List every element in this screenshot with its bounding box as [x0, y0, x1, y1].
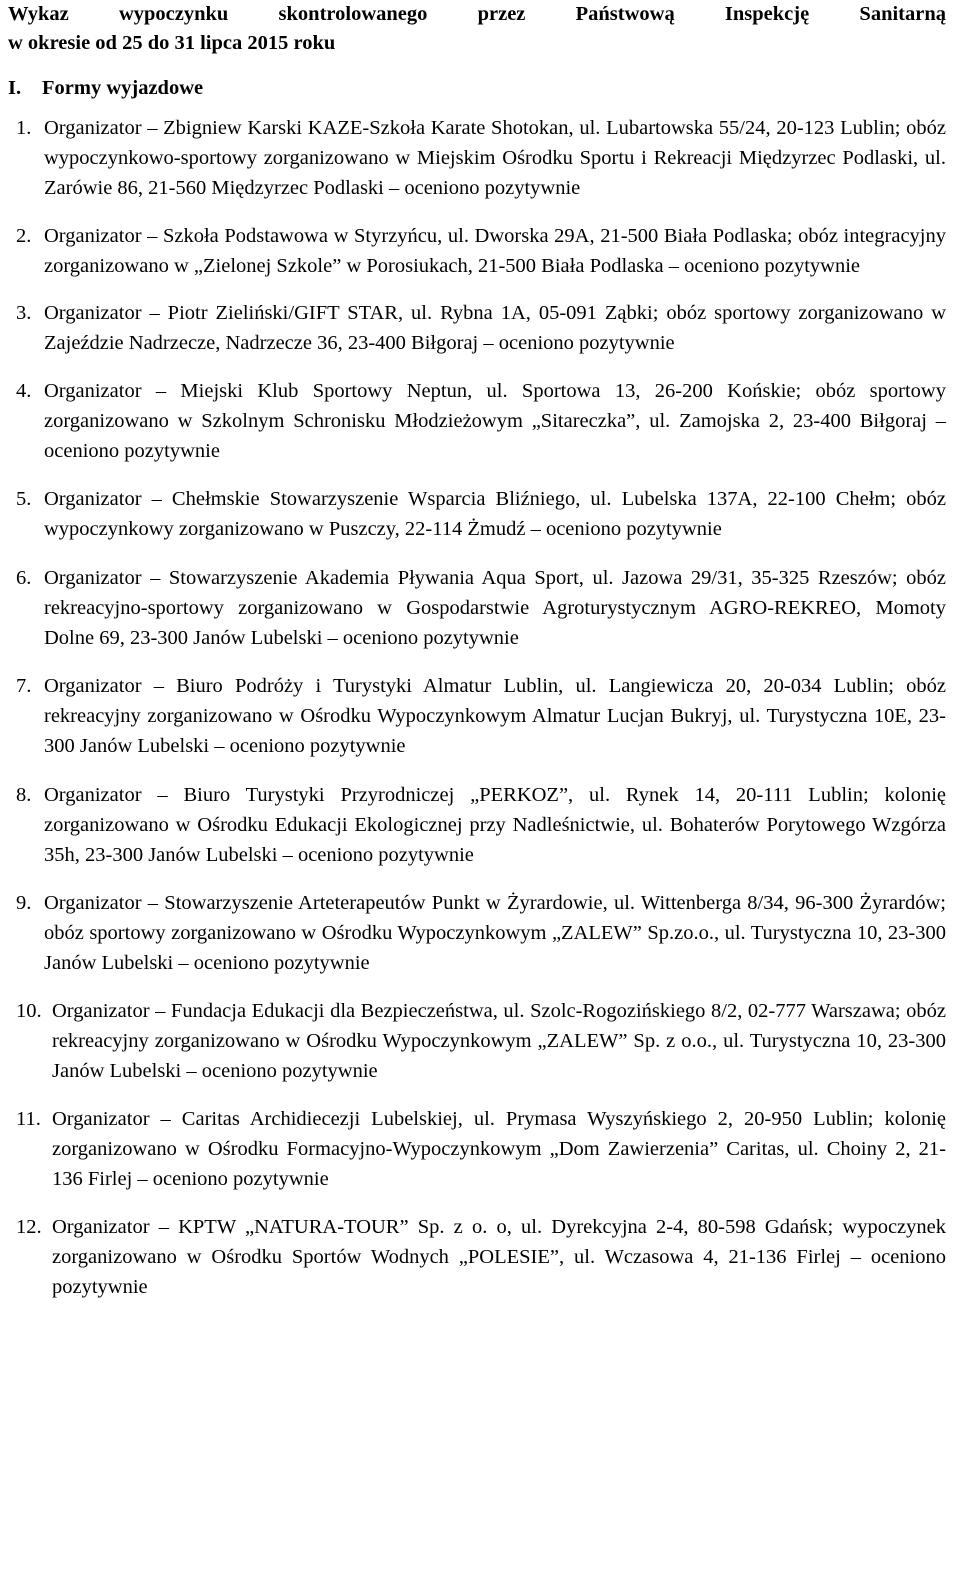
- section-title: Formy wyjazdowe: [42, 77, 204, 99]
- list-item: [8, 298, 946, 358]
- list-item-number: 4.: [16, 380, 32, 402]
- list-item-number: 2.: [16, 225, 32, 247]
- list-item: [8, 780, 946, 870]
- list-item: [8, 484, 946, 544]
- list-item: [8, 221, 946, 281]
- list-item: [8, 996, 946, 1086]
- section-heading: [8, 74, 946, 103]
- list-item: [8, 113, 946, 203]
- list-item-text: Organizator – Miejski Klub Sportowy Neptun, ul. Sportowa 13, 26-200 Końskie; obóz sportowy zorganizowano w Szkolnym Schronisku Młodzieżowym „Sitareczka”, ul. Zamojska 2, 23-400 Biłgoraj – oceniono pozytywnie: [44, 380, 946, 462]
- list-item-number: 7.: [16, 675, 32, 697]
- list-item-number: 1.: [16, 117, 32, 139]
- list-item-text: Organizator – Szkoła Podstawowa w Styrzyńcu, ul. Dworska 29A, 21-500 Biała Podlaska; obóz integracyjny zorganizowano w „Zielonej Szkole” w Porosiukach, 21-500 Biała Podlaska – oceniono pozytywnie: [44, 225, 946, 277]
- list-item: [8, 1104, 946, 1194]
- list-item-number: 11.: [16, 1108, 41, 1130]
- list-item-text: Organizator – Caritas Archidiecezji Lubelskiej, ul. Prymasa Wyszyńskiego 2, 20-950 Lublin; kolonię zorganizowano w Ośrodku Formacyjno-Wypoczynkowym „Dom Zawierzenia” Caritas, ul. Choiny 2, 21-136 Firlej – oceniono pozytywnie: [52, 1108, 946, 1190]
- list-item-number: 6.: [16, 567, 32, 589]
- list-item-text: Organizator – Fundacja Edukacji dla Bezpieczeństwa, ul. Szolc-Rogozińskiego 8/2, 02-777 Warszawa; obóz rekreacyjny zorganizowano w Ośrodku Wypoczynkowym „ZALEW” Sp. z o.o., ul. Turystyczna 10, 23-300 Janów Lubelski – oceniono pozytywnie: [52, 1000, 946, 1082]
- list-item-text: Organizator – Zbigniew Karski KAZE-Szkoła Karate Shotokan, ul. Lubartowska 55/24, 20-123 Lublin; obóz wypoczynkowo-sportowy zorganizowano w Miejskim Ośrodku Sportu i Rekreacji Międzyrzec Podlaski, ul. Zarówie 86, 21-560 Międzyrzec Podlaski – oceniono pozytywnie: [44, 117, 946, 199]
- list-item-text: Organizator – KPTW „NATURA-TOUR” Sp. z o. o, ul. Dyrekcyjna 2-4, 80-598 Gdańsk; wypoczynek zorganizowano w Ośrodku Sportów Wodnych „POLESIE”, ul. Wczasowa 4, 21-136 Firlej – oceniono pozytywnie: [52, 1216, 946, 1298]
- title-line-1: Wykaz wypoczynku skontrolowanego przez Państwową Inspekcję Sanitarną: [8, 3, 946, 25]
- list-item: [8, 1212, 946, 1302]
- list-item: [8, 376, 946, 466]
- list-item: [8, 563, 946, 653]
- entries-list: [8, 113, 946, 1302]
- list-item-number: 9.: [16, 892, 32, 914]
- list-item-number: 8.: [16, 784, 32, 806]
- section-number: I.: [8, 77, 22, 99]
- list-item: [8, 671, 946, 761]
- list-item: [8, 888, 946, 978]
- list-item-text: Organizator – Chełmskie Stowarzyszenie Wsparcia Bliźniego, ul. Lubelska 137A, 22-100 Chełm; obóz wypoczynkowy zorganizowano w Puszczy, 22-114 Żmudź – oceniono pozytywnie: [44, 488, 946, 540]
- list-item-text: Organizator – Biuro Turystyki Przyrodniczej „PERKOZ”, ul. Rynek 14, 20-111 Lublin; kolonię zorganizowano w Ośrodku Edukacji Ekologicznej przy Nadleśnictwie, ul. Bohaterów Porytowego Wzgórza 35h, 23-300 Janów Lubelski – oceniono pozytywnie: [44, 784, 946, 866]
- list-item-number: 5.: [16, 488, 32, 510]
- title-line-2: w okresie od 25 do 31 lipca 2015 roku: [8, 32, 336, 54]
- document-title: [8, 0, 946, 58]
- list-item-text: Organizator – Stowarzyszenie Arteterapeutów Punkt w Żyrardowie, ul. Wittenberga 8/34, 96-300 Żyrardów; obóz sportowy zorganizowano w Ośrodku Wypoczynkowym „ZALEW” Sp.zo.o., ul. Turystyczna 10, 23-300 Janów Lubelski – oceniono pozytywnie: [44, 892, 946, 974]
- list-item-number: 12.: [16, 1216, 42, 1238]
- list-item-number: 3.: [16, 302, 32, 324]
- list-item-text: Organizator – Biuro Podróży i Turystyki Almatur Lublin, ul. Langiewicza 20, 20-034 Lublin; obóz rekreacyjny zorganizowano w Ośrodku Wypoczynkowym Almatur Lucjan Bukryj, ul. Turystyczna 10E, 23-300 Janów Lubelski – oceniono pozytywnie: [44, 675, 946, 757]
- list-item-text: Organizator – Stowarzyszenie Akademia Pływania Aqua Sport, ul. Jazowa 29/31, 35-325 Rzeszów; obóz rekreacyjno-sportowy zorganizowano w Gospodarstwie Agroturystycznym AGRO-REKREO, Momoty Dolne 69, 23-300 Janów Lubelski – oceniono pozytywnie: [44, 567, 946, 649]
- list-item-text: Organizator – Piotr Zieliński/GIFT STAR, ul. Rybna 1A, 05-091 Ząbki; obóz sportowy zorganizowano w Zajeździe Nadrzecze, Nadrzecze 36, 23-400 Biłgoraj – oceniono pozytywnie: [44, 302, 946, 354]
- list-item-number: 10.: [16, 1000, 42, 1022]
